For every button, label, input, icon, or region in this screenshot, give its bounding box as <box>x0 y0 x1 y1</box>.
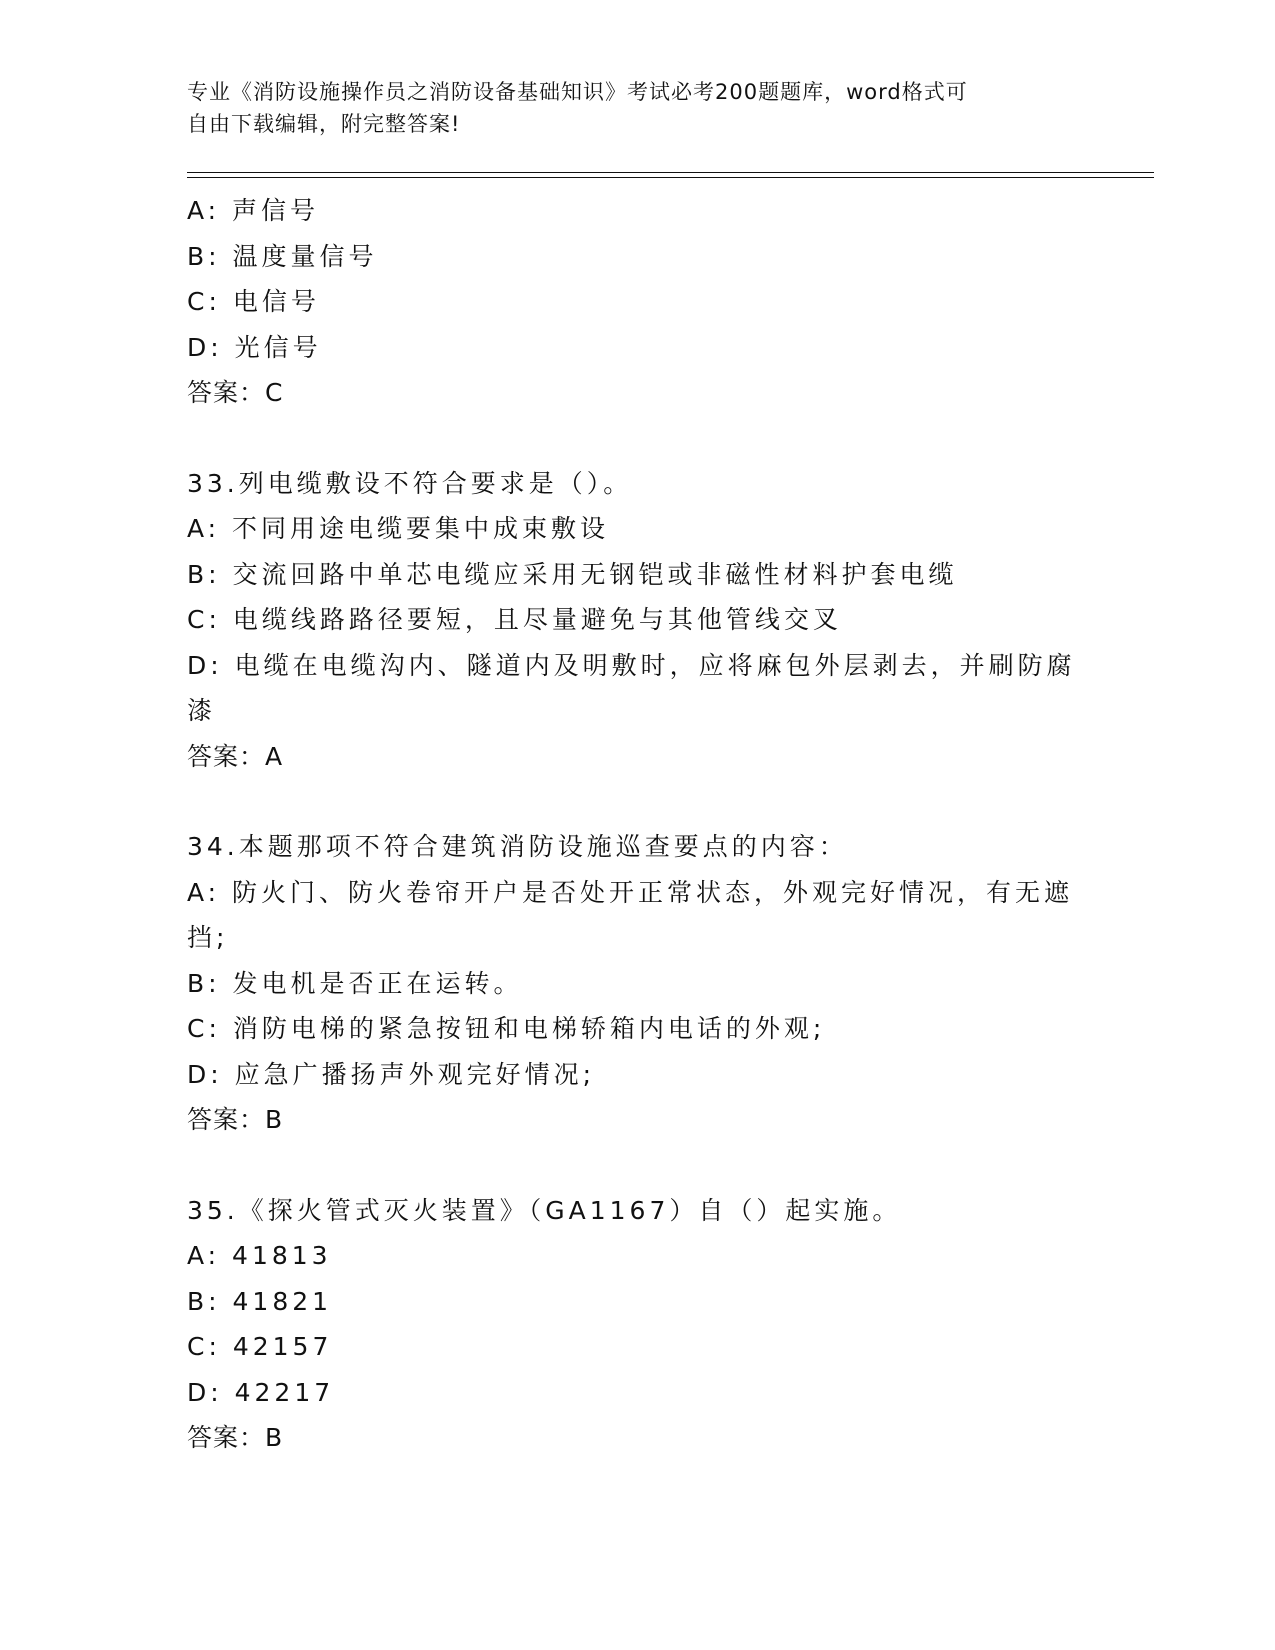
question-stem: 33.列电缆敷设不符合要求是（）。 <box>187 468 633 498</box>
option-a-continuation: 挡; <box>187 923 229 952</box>
question-34 <box>187 824 1087 1143</box>
option-b: B: 温度量信号 <box>187 241 378 271</box>
option-d: D: 电缆在电缆沟内、隧道内及明敷时，应将麻包外层剥去，并刷防腐 <box>187 650 1076 680</box>
option-d: D: 42217 <box>187 1377 335 1407</box>
header-rule-bottom <box>187 177 1154 178</box>
option-c: C: 电信号 <box>187 287 320 316</box>
header-line-2: 自由下载编辑，附完整答案! <box>187 112 461 136</box>
header-rule-top <box>187 172 1154 173</box>
question-32-tail <box>187 188 1087 416</box>
answer: 答案：A <box>187 741 284 771</box>
option-a: A: 防火门、防火卷帘开户是否处开正常状态，外观完好情况，有无遮 <box>187 877 1074 907</box>
option-b: B: 发电机是否正在运转。 <box>187 968 523 998</box>
question-35 <box>187 1188 1087 1461</box>
option-a: A: 不同用途电缆要集中成束敷设 <box>187 514 610 543</box>
option-a: A: 声信号 <box>187 196 320 225</box>
answer: 答案：B <box>187 1105 284 1134</box>
document-header <box>187 76 1067 140</box>
option-d-continuation: 漆 <box>187 696 217 725</box>
option-c: C: 42157 <box>187 1332 333 1361</box>
option-b: B: 41821 <box>187 1286 333 1316</box>
question-stem: 34.本题那项不符合建筑消防设施巡查要点的内容： <box>187 832 848 861</box>
question-33 <box>187 461 1087 780</box>
header-line-1: 专业《消防设施操作员之消防设备基础知识》考试必考200题题库，word格式可 <box>187 80 968 104</box>
option-c: C: 电缆线路路径要短，且尽量避免与其他管线交叉 <box>187 605 842 634</box>
option-d: D: 应急广播扬声外观完好情况; <box>187 1059 596 1089</box>
option-c: C: 消防电梯的紧急按钮和电梯轿箱内电话的外观; <box>187 1014 826 1043</box>
answer: 答案：B <box>187 1423 284 1452</box>
question-list <box>187 188 1087 1461</box>
answer: 答案：C <box>187 378 284 407</box>
option-d: D: 光信号 <box>187 332 322 362</box>
option-a: A: 41813 <box>187 1241 332 1270</box>
option-b: B: 交流回路中单芯电缆应采用无钢铠或非磁性材料护套电缆 <box>187 559 958 589</box>
question-stem: 35.《探火管式灭火装置》（GA1167）自（）起实施。 <box>187 1195 902 1225</box>
